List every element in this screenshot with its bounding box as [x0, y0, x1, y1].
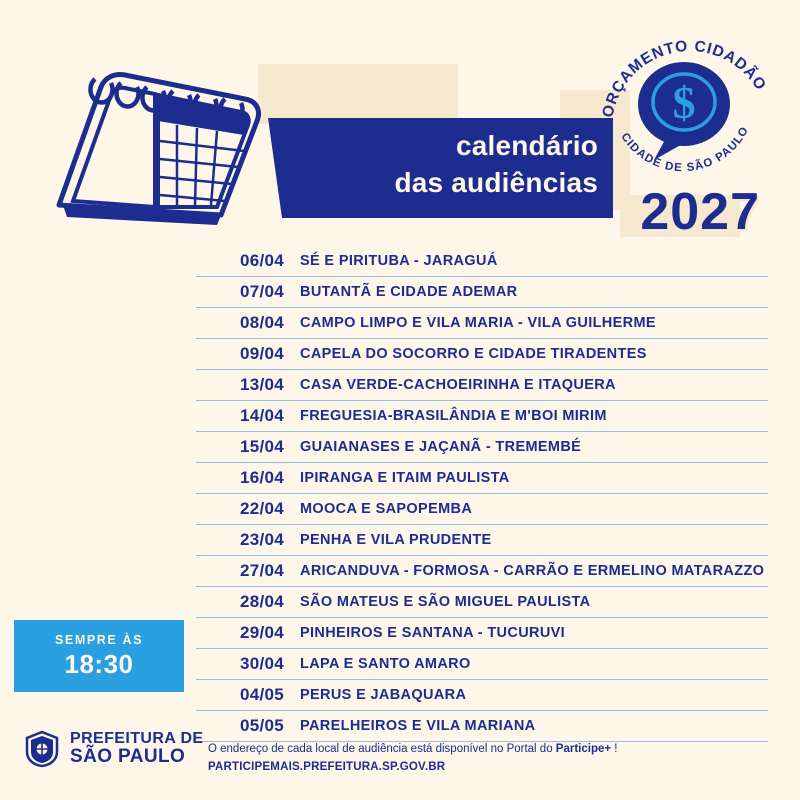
- audience-date: 22/04: [239, 499, 284, 518]
- table-row: [196, 680, 768, 711]
- table-row: [196, 246, 768, 277]
- audience-date: 06/04: [239, 251, 284, 270]
- time-badge: [14, 620, 184, 692]
- table-row: [196, 370, 768, 401]
- table-row: [196, 463, 768, 494]
- prefeitura-line1: PREFEITURA DE: [70, 729, 204, 747]
- time-badge-label: SEMPRE ÀS: [54, 632, 144, 647]
- coat-of-arms-icon: [24, 730, 60, 768]
- banner-title: [268, 128, 598, 202]
- audience-location: PARELHEIROS E VILA MARIANA: [300, 718, 536, 734]
- decor-beige-block-1: [258, 64, 458, 124]
- audience-date: 15/04: [239, 437, 284, 456]
- audience-date: 30/04: [239, 654, 284, 673]
- table-row: [196, 339, 768, 370]
- prefeitura-line2: SÃO PAULO: [70, 746, 186, 768]
- orcamento-cidadao-logo: [594, 18, 774, 178]
- audience-date: 04/05: [239, 685, 284, 704]
- audience-location: PERUS E JABAQUARA: [300, 687, 467, 703]
- table-row: [196, 308, 768, 339]
- table-row: [196, 649, 768, 680]
- audience-location: SÉ E PIRITUBA - JARAGUÁ: [300, 253, 498, 269]
- footer-note-text: [208, 740, 788, 758]
- footer-note-suffix: !: [611, 743, 618, 755]
- table-row: [196, 432, 768, 463]
- audience-date: 08/04: [239, 313, 284, 332]
- table-row: [196, 401, 768, 432]
- audience-date: 29/04: [239, 623, 284, 642]
- audience-location: CAPELA DO SOCORRO E CIDADE TIRADENTES: [300, 346, 647, 362]
- audience-location: BUTANTÃ E CIDADE ADEMAR: [300, 284, 518, 300]
- svg-text:ORÇAMENTO CIDADÃO: ORÇAMENTO CIDADÃO: [599, 37, 770, 119]
- audience-date: 28/04: [239, 592, 284, 611]
- time-badge-value: 18:30: [64, 648, 134, 679]
- audience-date: 13/04: [239, 375, 284, 394]
- audience-location: GUAIANASES E JAÇANÃ - TREMEMBÉ: [300, 439, 582, 455]
- audience-date: 16/04: [239, 468, 284, 487]
- svg-text:$: $: [672, 77, 696, 128]
- desk-calendar-icon: [45, 55, 285, 230]
- table-row: [196, 556, 768, 587]
- audience-date: 09/04: [239, 344, 284, 363]
- table-row: [196, 494, 768, 525]
- banner-title-line1: calendário: [455, 130, 598, 161]
- audience-date: 23/04: [239, 530, 284, 549]
- audience-date: 05/05: [239, 716, 284, 735]
- audience-location: MOOCA E SAPOPEMBA: [300, 501, 473, 517]
- table-row: [196, 525, 768, 556]
- portal-url-link[interactable]: PARTICIPEMAIS.PREFEITURA.SP.GOV.BR: [208, 761, 446, 774]
- table-row: [196, 587, 768, 618]
- footer-note: [208, 740, 788, 777]
- audience-date: 07/04: [239, 282, 284, 301]
- audience-location: CASA VERDE-CACHOEIRINHA E ITAQUERA: [300, 377, 616, 393]
- audience-location: PENHA E VILA PRUDENTE: [300, 532, 492, 548]
- audience-location: IPIRANGA E ITAIM PAULISTA: [300, 470, 510, 486]
- banner-title-line2: das audiências: [394, 166, 598, 198]
- audience-location: CAMPO LIMPO E VILA MARIA - VILA GUILHERME: [300, 315, 656, 331]
- prefeitura-logo: [24, 730, 204, 768]
- table-row: [196, 711, 768, 742]
- prefeitura-wordmark: [70, 731, 204, 768]
- footer-note-bold: Participe+: [555, 743, 612, 755]
- audience-location: ARICANDUVA - FORMOSA - CARRÃO E ERMELINO MATARAZZO: [300, 563, 765, 579]
- table-row: [196, 277, 768, 308]
- audience-location: SÃO MATEUS E SÃO MIGUEL PAULISTA: [300, 594, 591, 610]
- svg-text:CIDADE DE SÃO PAULO: CIDADE DE SÃO PAULO: [618, 124, 752, 175]
- audience-date: 27/04: [239, 561, 284, 580]
- footer-note-prefix: O endereço de cada local de audiência está disponível no Portal do: [208, 743, 556, 755]
- audience-schedule-list: [196, 246, 768, 742]
- table-row: [196, 618, 768, 649]
- audience-date: 14/04: [239, 406, 284, 425]
- audience-location: LAPA E SANTO AMARO: [300, 656, 471, 672]
- audience-location: PINHEIROS E SANTANA - TUCURUVI: [300, 625, 566, 641]
- audience-location: FREGUESIA-BRASILÂNDIA E M'BOI MIRIM: [300, 408, 607, 424]
- year-label: 2027: [640, 183, 760, 241]
